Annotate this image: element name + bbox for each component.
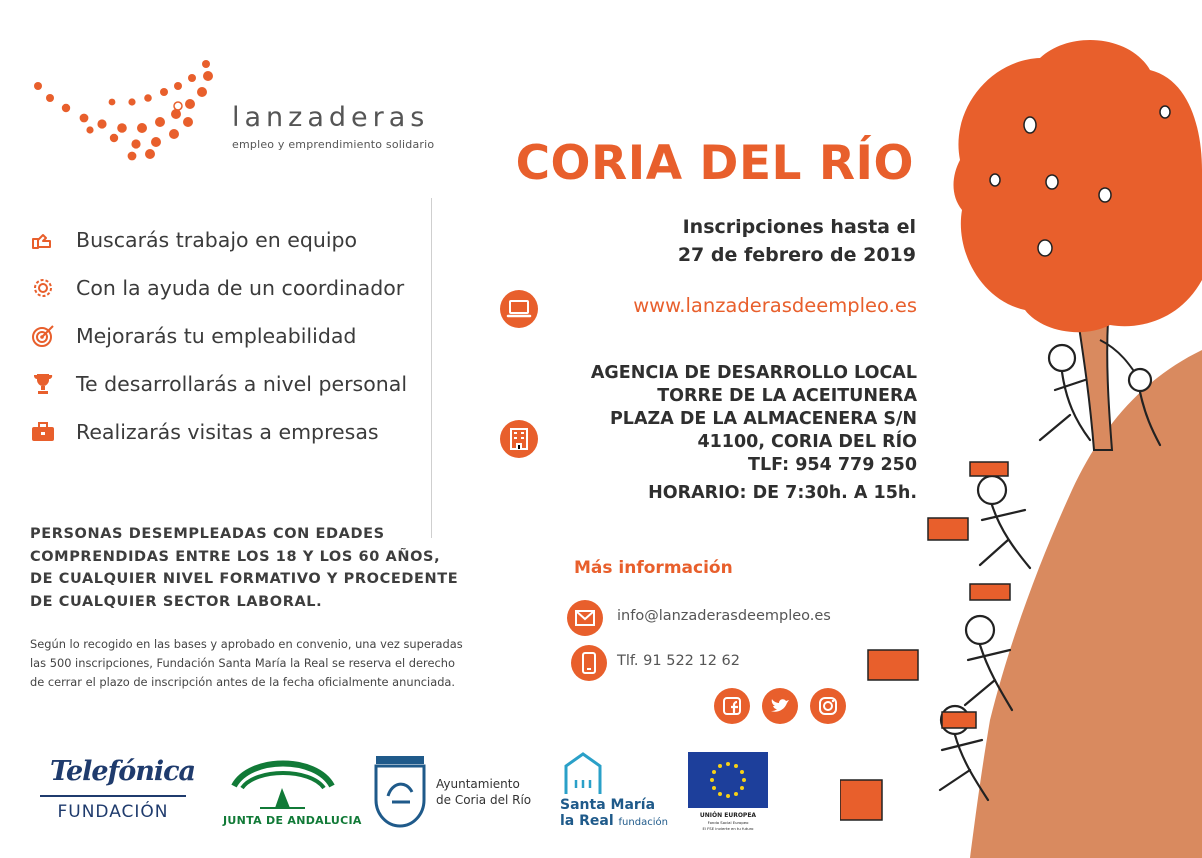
twitter-icon[interactable] [762,688,798,724]
target-line: DE CUALQUIER SECTOR LABORAL. [30,593,323,610]
junta-name: JUNTA DE ANDALUCIA [223,814,362,827]
benefit-item [30,360,420,408]
legal-line: de cerrar el plazo de inscripción antes de la fecha oficialmente anunciada. [30,675,456,689]
eu-fund: Fondo Social Europeo [707,820,749,825]
building-icon [500,420,538,458]
smr-line1: Santa María [560,797,656,813]
registration-deadline [560,213,916,269]
instagram-icon[interactable] [810,688,846,724]
target-line: PERSONAS DESEMPLEADAS CON EDADES [30,526,385,542]
contact-email[interactable]: info@lanzaderasdeempleo.es [617,608,831,624]
legal-notice [30,635,530,692]
city-shield-icon [370,752,430,832]
brand-tagline: empleo y emprendimiento solidario [232,138,435,151]
briefcase-icon [30,419,56,445]
eu-flag-icon [688,752,768,808]
junta-emblem-icon [220,752,345,812]
target-audience [30,523,500,613]
benefit-item [30,264,420,312]
benefit-item [30,216,420,264]
benefit-item [30,408,420,456]
ayuntamiento-logo [370,752,540,834]
address-phone: TLF: 954 779 250 [748,455,917,475]
benefits-list [30,216,420,456]
trophy-icon [30,371,56,397]
telefonica-name: Telefónica [50,756,196,787]
phone-icon [571,645,607,681]
address-line: TORRE DE LA ACEITUNERA [657,386,917,406]
smr-foundation: fundación [618,817,668,828]
address-line: 41100, CORIA DEL RÍO [697,432,917,452]
target-line: COMPRENDIDAS ENTRE LOS 18 Y LOS 60 AÑOS, [30,548,441,565]
santa-maria-la-real-logo [558,752,678,834]
deadline-line: Inscripciones hasta el [682,216,916,238]
website-link[interactable]: www.lanzaderasdeempleo.es [633,294,917,317]
legal-line: las 500 inscripciones, Fundación Santa María la Real se reserva el derecho [30,656,455,670]
laptop-icon [500,290,538,328]
gear-coordinator-icon [30,275,56,301]
telefonica-sub: FUNDACIÓN [57,802,169,822]
eu-logo [688,752,768,834]
benefit-item [30,312,420,360]
benefit-label: Con la ayuda de un coordinador [76,276,405,300]
telefonica-logo [40,752,196,832]
santa-maria-name [560,797,668,831]
ayuntamiento-line1: Ayuntamiento [436,777,520,791]
eu-motto: El FSE invierte en tu futuro [702,826,754,831]
smr-line2 [560,813,668,831]
column-divider [431,198,432,538]
teamwork-hands-icon [30,227,56,253]
tower-icon [558,752,608,796]
target-line: DE CUALQUIER NIVEL FORMATIVO Y PROCEDENTE [30,571,459,587]
facebook-icon[interactable] [714,688,750,724]
ayuntamiento-name [436,776,531,808]
benefit-label: Buscarás trabajo en equipo [76,228,358,252]
brand-name: lanzaderas [232,102,430,133]
ayuntamiento-line2: de Coria del Río [436,793,532,807]
office-address [520,362,917,477]
location-title: CORIA DEL RÍO [515,136,914,191]
telefonica-divider [40,795,186,797]
opening-hours: HORARIO: DE 7:30h. A 15h. [648,483,917,503]
benefit-label: Te desarrollarás a nivel personal [76,372,408,396]
target-icon [30,323,56,349]
benefit-label: Realizarás visitas a empresas [76,420,379,444]
address-line: AGENCIA DE DESARROLLO LOCAL [590,363,917,383]
eu-name: UNIÓN EUROPEA [699,812,757,819]
junta-andalucia-logo [220,752,362,834]
deadline-date: 27 de febrero de 2019 [677,244,916,266]
social-links [714,688,854,728]
more-info-heading: Más información [574,558,733,578]
legal-line: Según lo recogido en las bases y aprobado en convenio, una vez superadas [30,637,463,651]
smr-line2-text: la Real [560,813,614,829]
lanzaderas-logo-icon [28,58,228,168]
benefit-label: Mejorarás tu empleabilidad [76,324,357,348]
contact-phone[interactable]: Tlf. 91 522 12 62 [617,653,741,669]
mail-icon [567,600,603,636]
address-line: PLAZA DE LA ALMACENERA S/N [609,409,917,429]
eu-stars-icon [688,752,768,808]
